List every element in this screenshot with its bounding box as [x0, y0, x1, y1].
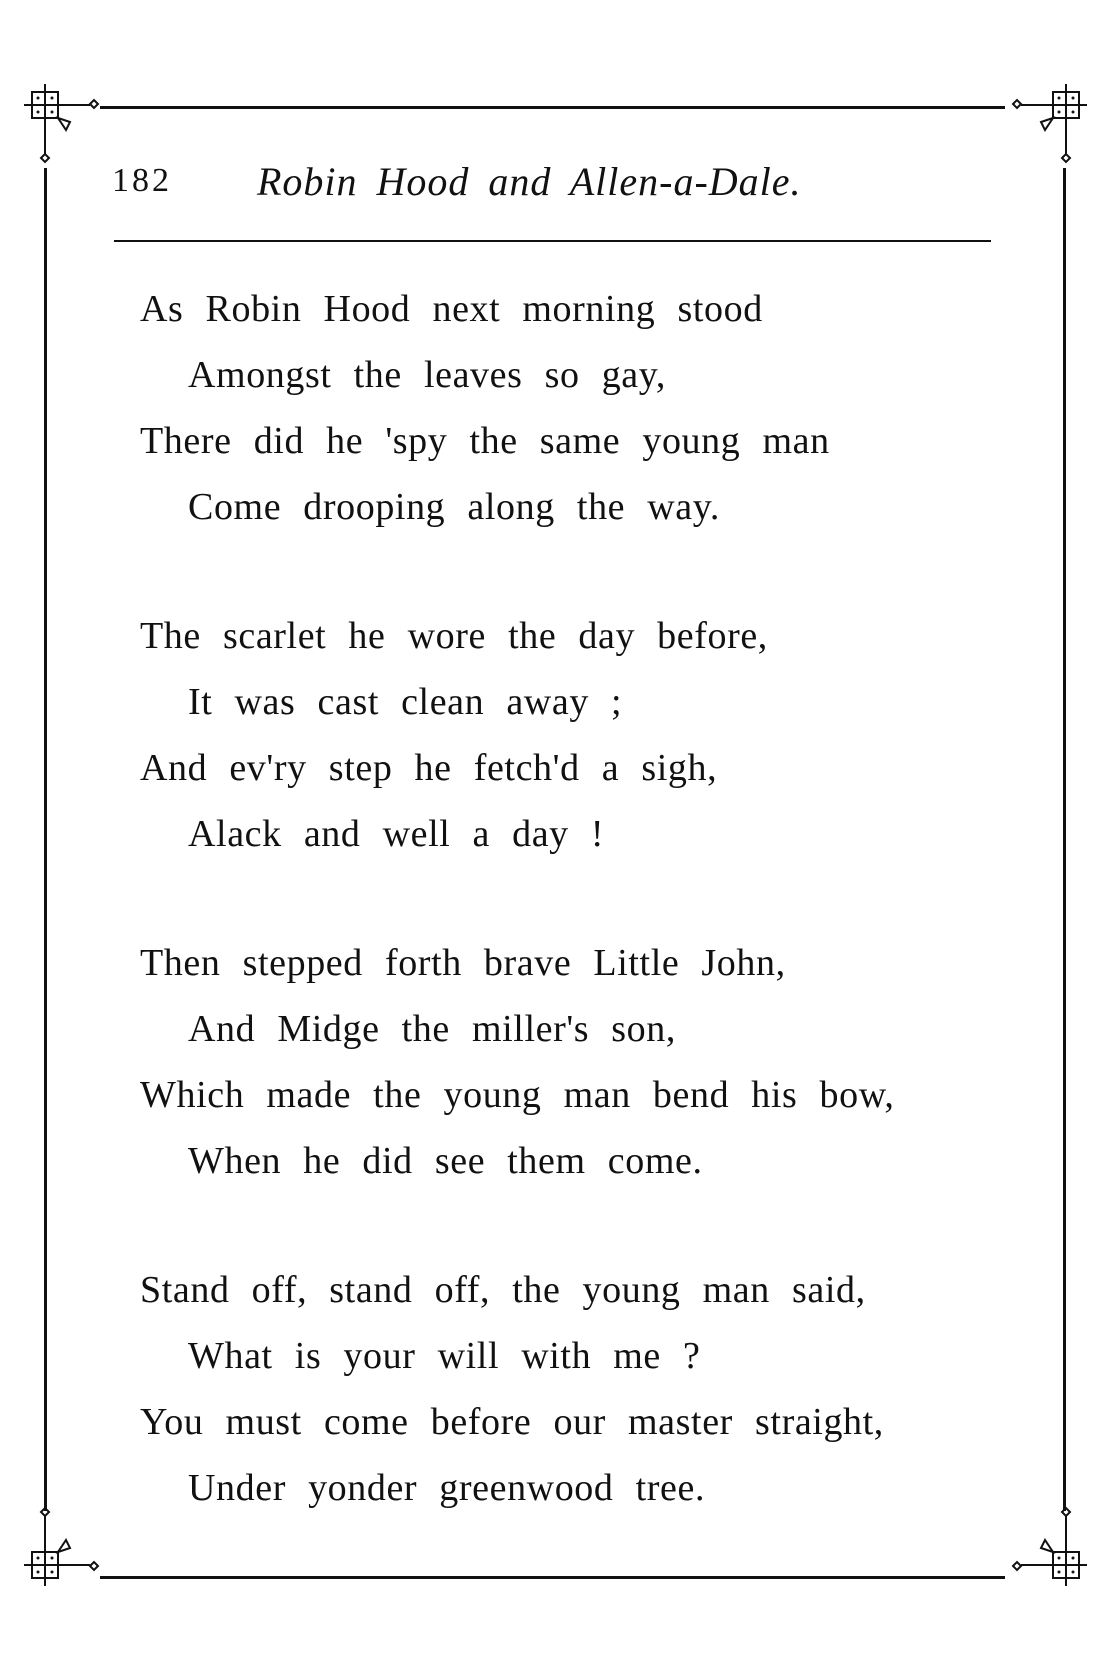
stanza — [140, 1269, 1020, 1533]
verse-line: The scarlet he wore the day before, — [140, 615, 768, 657]
verse-line: What is your will with me ? — [188, 1335, 701, 1377]
corner-ornament-top-left-icon — [18, 78, 108, 168]
verse-line: Alack and well a day ! — [188, 813, 605, 855]
stanza — [140, 615, 1020, 879]
verse-line: And Midge the miller's son, — [188, 1008, 676, 1050]
page-number: 182 — [112, 162, 172, 199]
frame-left-border — [44, 168, 47, 1511]
verse-line: Which made the young man bend his bow, — [140, 1074, 895, 1116]
verse-line: As Robin Hood next morning stood — [140, 288, 763, 330]
corner-ornament-bottom-left-icon — [18, 1502, 108, 1592]
verse-line: Stand off, stand off, the young man said, — [140, 1269, 866, 1311]
verse-line: You must come before our master straight, — [140, 1401, 884, 1443]
header-rule — [114, 240, 991, 242]
corner-ornament-top-right-icon — [1003, 78, 1093, 168]
running-header — [112, 158, 992, 208]
verse-line: When he did see them come. — [188, 1140, 703, 1182]
frame-right-border — [1063, 168, 1066, 1511]
verse-line: Under yonder greenwood tree. — [188, 1467, 706, 1509]
verse-line: And ev'ry step he fetch'd a sigh, — [140, 747, 718, 789]
frame-top-border — [100, 106, 1005, 109]
verse-line: There did he 'spy the same young man — [140, 420, 830, 462]
poem-body — [140, 288, 1020, 1596]
verse-line: Come drooping along the way. — [188, 486, 720, 528]
running-title: Robin Hood and Allen-a-Dale. — [257, 159, 802, 204]
stanza — [140, 942, 1020, 1206]
stanza — [140, 288, 1020, 552]
verse-line: It was cast clean away ; — [188, 681, 623, 723]
verse-line: Amongst the leaves so gay, — [188, 354, 667, 396]
verse-line: Then stepped forth brave Little John, — [140, 942, 786, 984]
